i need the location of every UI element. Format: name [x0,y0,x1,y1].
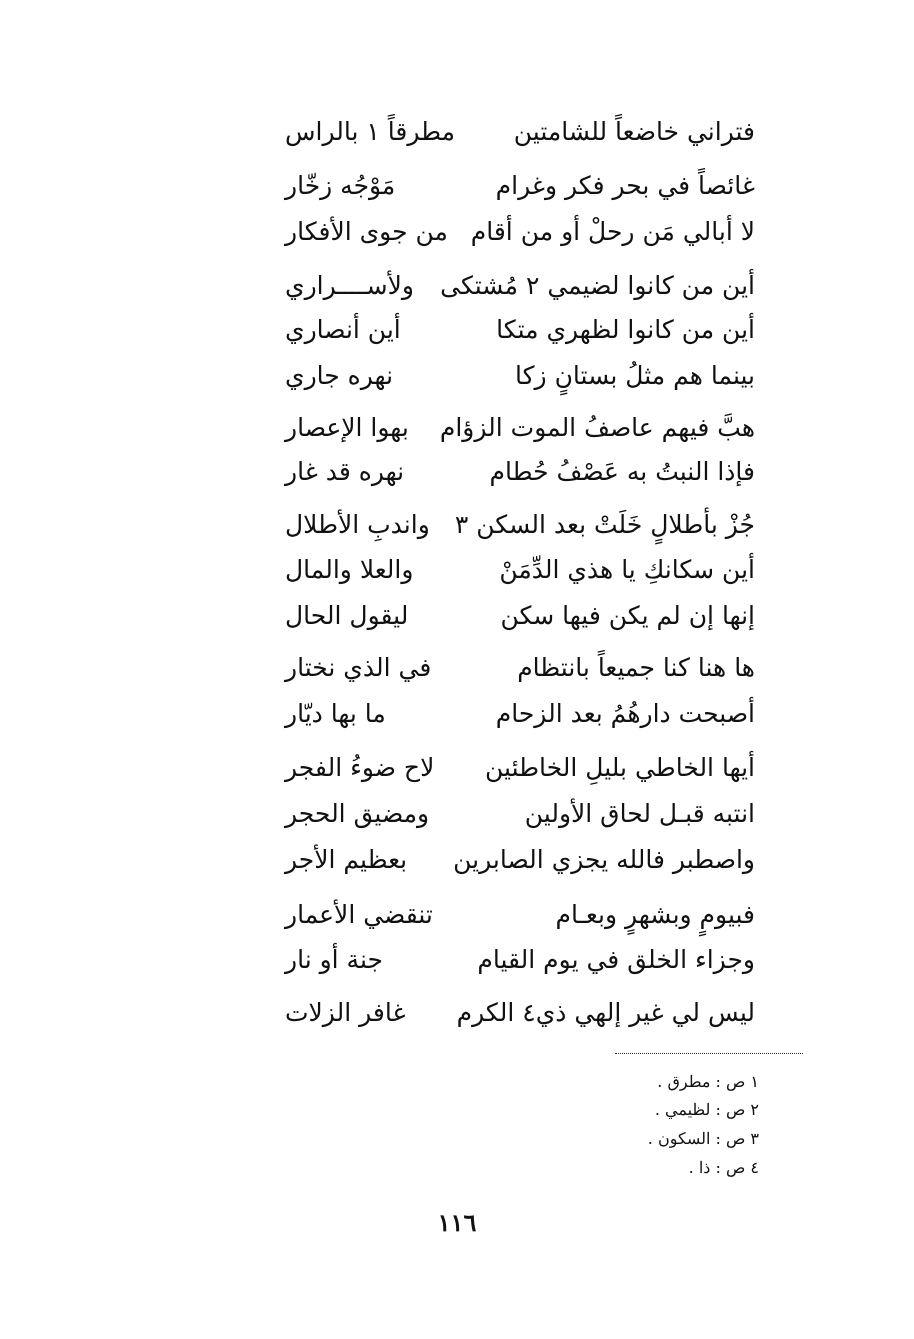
first-hemistich: أين سكانكِ يا هذي الدِّمَنْ [499,555,755,584]
second-hemistich: نهره جاري [285,361,394,390]
verse-line [285,166,755,206]
verse-line [285,212,755,252]
second-hemistich: واندبِ الأطلال [285,510,430,539]
second-hemistich: ولأســــراري [285,271,414,300]
verse-line [285,794,755,834]
verse-line [285,310,755,350]
verse-line [285,266,755,306]
second-hemistich: ليقول الحال [285,601,409,630]
second-hemistich: بعظيم الأجر [285,845,408,874]
second-hemistich: جنة أو نار [285,945,383,974]
second-hemistich: مطرقاً ١ بالراس [285,117,456,146]
footnote-divider [615,1053,803,1054]
second-hemistich: ومضيق الحجر [285,799,430,828]
second-hemistich: أين أنصاري [285,315,401,344]
second-hemistich: في الذي نختار [285,653,432,682]
verse-line [285,895,755,935]
first-hemistich: ليس لي غير إلهي ذي٤ الكرم [456,998,755,1027]
verse-line [285,550,755,590]
first-hemistich: فتراني خاضعاً للشامتين [513,117,755,146]
first-hemistich: فبيومٍ وبشهرٍ وبعـام [555,900,755,929]
first-hemistich: ها هنا كنا جميعاً بانتظام [517,653,755,682]
verse-line [285,648,755,688]
second-hemistich: غافر الزلات [285,998,406,1027]
first-hemistich: أصبحت دارهُمُ بعد الزحام [495,699,755,728]
verse-line [285,505,755,545]
verse-line [285,748,755,788]
verse-line [285,940,755,980]
second-hemistich: تنقضي الأعمار [285,900,433,929]
first-hemistich: أين من كانوا لضيمي ٢ مُشتكى [440,271,755,300]
second-hemistich: والعلا والمال [285,555,414,584]
footnote: ٤ ص : ذا . [688,1158,759,1177]
first-hemistich: فإذا النبتُ به عَصْفُ حُطام [489,457,755,486]
verse-line [285,596,755,636]
verse-line [285,840,755,880]
first-hemistich: انتبه قبـل لحاق الأولين [524,799,755,828]
footnote: ٣ ص : السكون . [647,1129,759,1148]
footnote: ٢ ص : لظيمي . [654,1100,759,1119]
verse-line [285,993,755,1033]
verse-line [285,452,755,492]
verse-line [285,694,755,734]
first-hemistich: أيها الخاطي بليلِ الخاطئين [485,753,755,782]
first-hemistich: أين من كانوا لظهري متكا [496,315,755,344]
second-hemistich: ما بها ديّار [285,699,386,728]
verse-line [285,356,755,396]
first-hemistich: إنها إن لم يكن فيها سكن [500,601,755,630]
first-hemistich: وجزاء الخلق في يوم القيام [477,945,755,974]
verse-line [285,408,755,448]
first-hemistich: لا أبالي مَن رحلْ أو من أقام [470,217,755,246]
first-hemistich: غائصاً في بحر فكر وغرام [495,171,755,200]
first-hemistich: جُزْ بأطلالٍ خَلَتْ بعد السكن ٣ [454,510,755,539]
second-hemistich: مَوْجُه زخّار [285,171,396,200]
first-hemistich: هبَّ فيهم عاصفُ الموت الزؤام [439,413,755,442]
second-hemistich: نهره قد غار [285,457,405,486]
footnote: ١ ص : مطرق . [657,1072,759,1091]
first-hemistich: بينما هم مثلُ بستانٍ زكا [515,361,755,390]
page-number: ١١٦ [437,1208,477,1237]
second-hemistich: لاح ضوءُ الفجر [285,753,435,782]
second-hemistich: بهوا الإعصار [285,413,409,442]
first-hemistich: واصطبر فالله يجزي الصابرين [453,845,755,874]
second-hemistich: من جوى الأفكار [285,217,448,246]
verse-line [285,112,755,152]
